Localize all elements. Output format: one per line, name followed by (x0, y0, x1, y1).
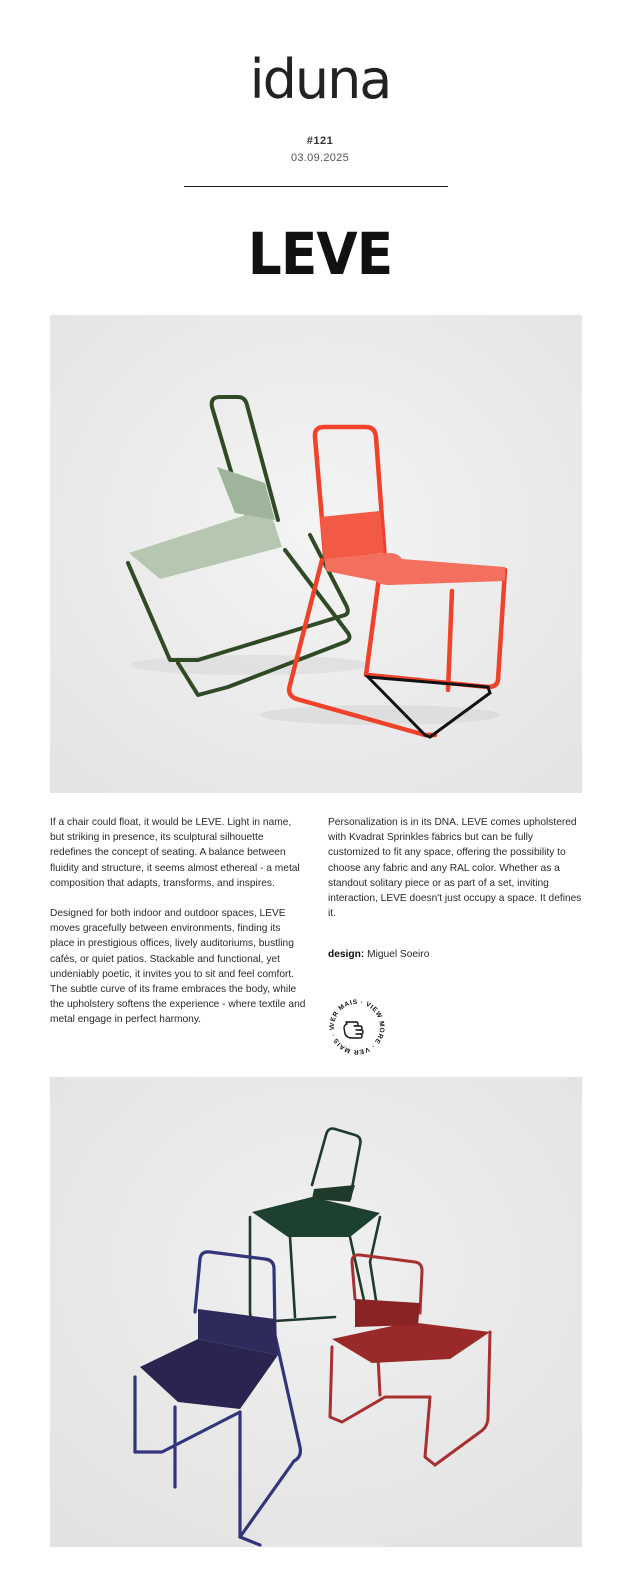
issue-number: #121 (306, 135, 334, 147)
secondary-product-image[interactable] (50, 1077, 582, 1547)
view-more-badge[interactable] (326, 996, 388, 1058)
hero-product-image[interactable] (50, 315, 582, 793)
paragraph-personalization: Personalization is in its DNA. LEVE comes upholstered with Kvadrat Sprinkles fabrics but can be fully customized to fit any space, offering the possibility to choose any fabric and any RAL color. Whether as a standout solitary piece or as part of a set, inviting interaction, LEVE doesn't just occupy a space. It defines it. (328, 817, 582, 920)
maroon-chair-back-pad (355, 1299, 420, 1327)
article-column-left (50, 815, 306, 1043)
pointing-hand-icon (344, 1022, 363, 1038)
credit-label: design: (328, 949, 365, 960)
brand-logo[interactable]: iduna (249, 48, 391, 111)
paragraph-usage: Designed for both indoor and outdoor spaces, LEVE moves gracefully between environments, finding its place in prestigious offices, lively auditoriums, bustling cafés, or quiet patios. Stackable and functional, yet undeniably poetic, it invites you to sit and feel comfort. The subtle curve of its frame embraces the body, while the upholstery softens the experience - where textile and metal engage in perfect harmony. (50, 908, 306, 1026)
paragraph-intro: If a chair could float, it would be LEVE. Light in name, but striking in presence, its sculptural silhouette redefines the concept of seating. A balance between fluidity and structure, it seems almost ethereal - a metal composition that adapts, transforms, and inspires. (50, 817, 300, 889)
article-column-right (328, 815, 584, 936)
header-divider (184, 186, 448, 187)
issue-date: 03.09.2025 (290, 152, 350, 164)
red-chair-back-pad (320, 511, 384, 559)
three-chairs-illustration (50, 1077, 582, 1547)
designer-name: Miguel Soeiro (367, 949, 430, 960)
view-more-label[interactable]: VER MAIS · VIEW MORE · VER MAIS · V (328, 998, 386, 1056)
two-chairs-illustration (50, 315, 582, 793)
article-title: LEVE (247, 220, 393, 288)
design-credit (328, 949, 429, 960)
